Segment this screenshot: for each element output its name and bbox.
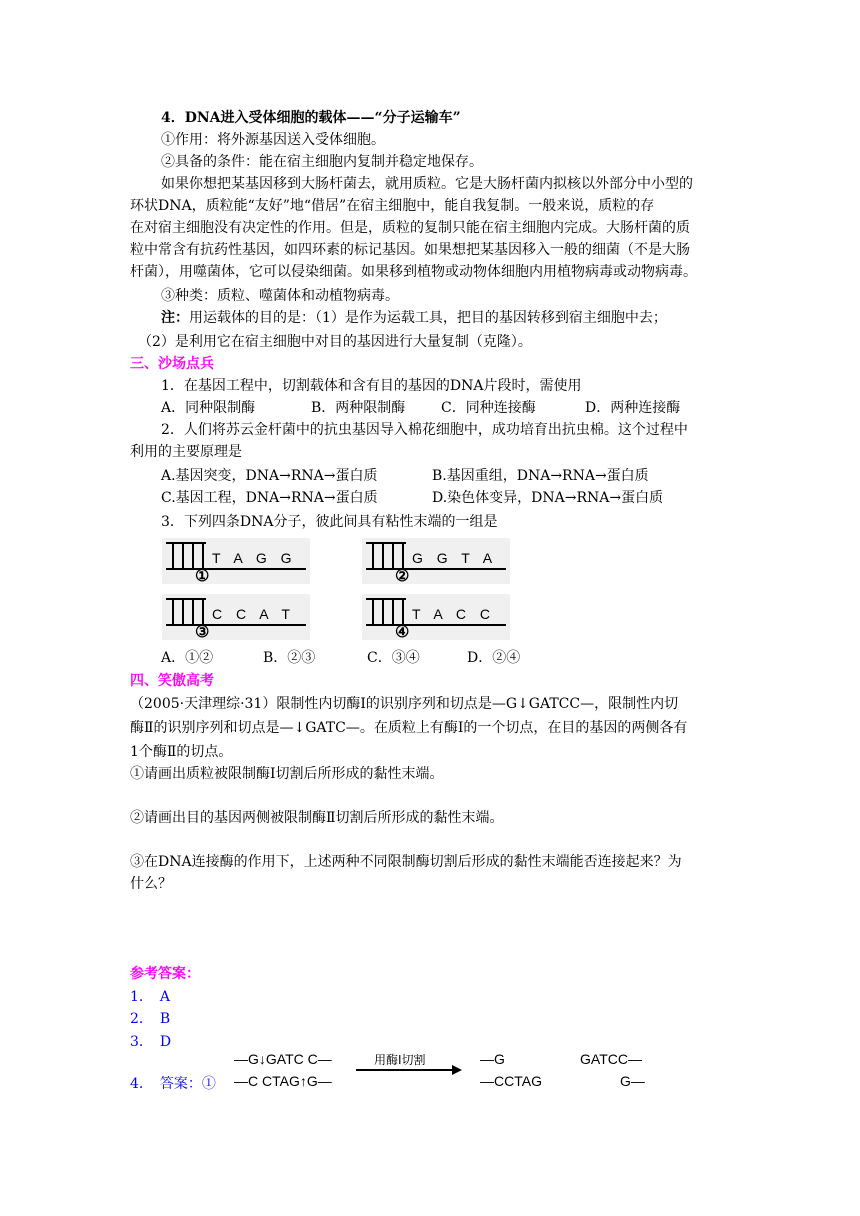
exam-heading: 四、笑傲高考 xyxy=(130,673,214,689)
q2-stem-2: 利用的主要原理是 xyxy=(130,444,242,460)
dna-figure-3 xyxy=(162,594,310,640)
practice-heading: 三、沙场点兵 xyxy=(130,356,214,372)
restriction-cut-diagram xyxy=(228,1044,668,1104)
note-line-1: 用运载体的目的是：（1）是作为运载工具，把目的基因转移到宿主细胞中去； xyxy=(189,310,667,326)
answer-1: 1． A xyxy=(130,989,171,1005)
top-strand-right-1: —G xyxy=(480,1051,505,1067)
bottom-strand-right-1: —CCTAG xyxy=(480,1073,542,1089)
q1-options xyxy=(161,398,680,418)
dna-sequence: G G T A xyxy=(412,550,493,566)
dna-figure-number: ③ xyxy=(195,622,210,641)
dna-figure-4 xyxy=(362,594,510,640)
exam-line-1: （2005·天津理综·31）限制性内切酶Ⅰ的识别序列和切点是—G↓GATCC—，限制性内切 xyxy=(130,696,679,712)
q1-option-b: B．两种限制酶 xyxy=(311,400,406,416)
section4-para-line: 在对宿主细胞没有决定性的作用。但是，质粒的复制只能在宿主细胞内完成。大肠杆菌的质 xyxy=(130,220,690,236)
section4-point-2: ②具备的条件：能在宿主细胞内复制并稳定地保存。 xyxy=(161,154,483,170)
q3-option-d: D．②④ xyxy=(467,650,521,666)
section4-para-line: 粒中常含有抗药性基因，如四环素的标记基因。如果想把某基因移入一般的细菌（不是大肠 xyxy=(130,242,690,258)
exam-question-2: ②请画出目的基因两侧被限制酶Ⅱ切割后所形成的黏性末端。 xyxy=(130,810,504,826)
dna-sequence: C C A T xyxy=(212,606,290,622)
cut-arrow-head xyxy=(452,1065,462,1075)
section4-heading: 4．DNA进入受体细胞的载体——“分子运输车” xyxy=(161,110,461,126)
q1-option-d: D．两种连接酶 xyxy=(585,400,681,416)
q3-options xyxy=(161,648,520,668)
section4-point-3: ③种类：质粒、噬菌体和动植物病毒。 xyxy=(161,288,399,304)
q1-option-c: C．同种连接酶 xyxy=(441,400,536,416)
section4-point-1: ①作用：将外源基因送入受体细胞。 xyxy=(161,132,385,148)
answer-2: 2． B xyxy=(130,1011,171,1027)
note-label: 注： xyxy=(161,310,189,326)
note-line-2: （2）是利用它在宿主细胞中对目的基因进行大量复制（克隆）。 xyxy=(138,334,532,350)
q2-option-d: D.染色体变异，DNA→RNA→蛋白质 xyxy=(432,490,664,506)
arrow-label: 用酶Ⅰ切割 xyxy=(374,1053,426,1067)
answer-3: 3． D xyxy=(130,1034,172,1050)
exam-line-3: 1个酶Ⅱ的切点。 xyxy=(130,744,233,760)
answers-heading: 参考答案： xyxy=(130,966,200,982)
exam-line-2: 酶Ⅱ的识别序列和切点是—↓GATC—。在质粒上有酶Ⅰ的一个切点，在目的基因的两侧各有 xyxy=(130,720,688,736)
q3-option-b: B．②③ xyxy=(263,650,316,666)
exam-question-1: ①请画出质粒被限制酶Ⅰ切割后所形成的黏性末端。 xyxy=(130,766,444,782)
dna-figure-2 xyxy=(362,538,510,584)
exam-question-3-line-1: ③在DNA连接酶的作用下，上述两种不同限制酶切割后形成的黏性末端能否连接起来？为 xyxy=(130,854,682,870)
dna-sequence: T A G G xyxy=(212,550,292,566)
q3-option-a: A．①② xyxy=(161,650,214,666)
section4-note xyxy=(161,308,667,328)
bottom-strand-right-2: G— xyxy=(620,1073,645,1089)
q2-option-a: A.基因突变，DNA→RNA→蛋白质 xyxy=(161,468,378,484)
q3-stem: 3．下列四条DNA分子，彼此间具有粘性末端的一组是 xyxy=(161,514,498,530)
top-strand-left: —G↓GATC C— xyxy=(234,1051,332,1067)
q3-option-c: C．③④ xyxy=(367,650,420,666)
section4-para-line: 环状DNA，质粒能“友好”地“借居”在宿主细胞中，能自我复制。一般来说，质粒的存 xyxy=(130,198,655,214)
dna-sequence: T A C C xyxy=(412,606,490,622)
section4-para-line: 如果你想把某基因移到大肠杆菌去，就用质粒。它是大肠杆菌内拟核以外部分中小型的 xyxy=(161,176,693,192)
q2-stem-1: 2．人们将苏云金杆菌中的抗虫基因导入棉花细胞中，成功培育出抗虫棉。这个过程中 xyxy=(161,422,688,438)
bottom-strand-left: —C CTAG↑G— xyxy=(234,1073,332,1089)
section4-para-line: 杆菌），用噬菌体，它可以侵染细菌。如果移到植物或动物体细胞内用植物病毒或动物病毒。 xyxy=(130,264,697,280)
q1-stem: 1．在基因工程中，切割载体和含有目的基因的DNA片段时，需使用 xyxy=(161,378,582,394)
q2-option-b: B.基因重组，DNA→RNA→蛋白质 xyxy=(432,468,649,484)
exam-question-3-line-2: 什么？ xyxy=(130,876,172,892)
dna-figure-number: ① xyxy=(195,566,210,585)
top-strand-right-2: GATCC— xyxy=(580,1051,642,1067)
q1-option-a: A．同种限制酶 xyxy=(161,400,256,416)
q2-option-c: C.基因工程，DNA→RNA→蛋白质 xyxy=(161,490,378,506)
dna-figure-number: ④ xyxy=(395,622,410,641)
answer-4-label: 4． 答案：① xyxy=(130,1076,216,1092)
dna-figure-1 xyxy=(162,538,310,584)
dna-figure-number: ② xyxy=(395,566,410,585)
